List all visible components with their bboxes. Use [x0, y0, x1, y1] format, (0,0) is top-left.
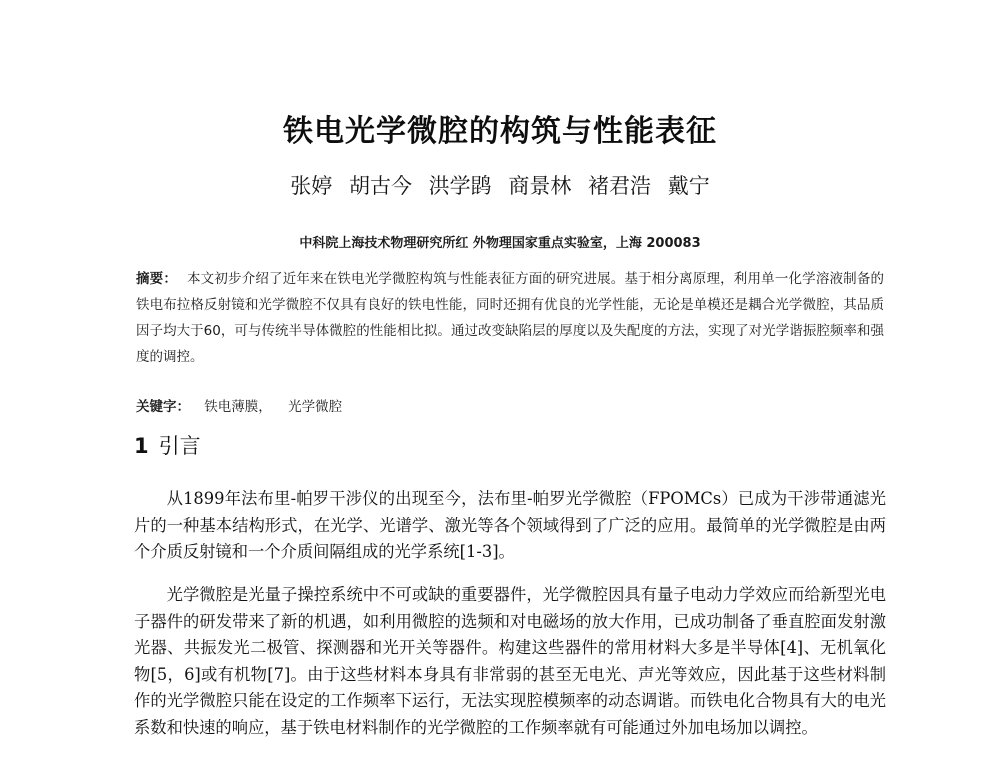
author-name: 洪学鹍: [428, 174, 492, 198]
keyword: 铁电薄膜，: [204, 399, 272, 415]
author-name: 张婷: [290, 174, 333, 198]
author-name: 胡古今: [348, 174, 412, 198]
abstract: [136, 266, 884, 370]
author-name: 褚君浩: [588, 174, 652, 198]
keywords-label: 关键字：: [136, 399, 190, 415]
author-list: [0, 170, 1000, 200]
author-name: 戴宁: [667, 174, 710, 198]
section-title: 引言: [158, 434, 201, 458]
abstract-text: 本文初步介绍了近年来在铁电光学微腔构筑与性能表征方面的研究进展。基于相分离原理，利用单一化学溶液制备的铁电布拉格反射镜和光学微腔不仅具有良好的铁电性能，同时还拥有优良的光学性能，无论是单模还是耦合光学微腔，其品质因子均大于60，可与传统半导体微腔的性能相比拟。通过改变缺陷层的厚度以及失配度的方法，实现了对光学谐振腔频率和强度的调控。: [136, 271, 885, 365]
affiliation: 中科院上海技术物理研究所红 外物理国家重点实验室，上海 200083: [299, 236, 701, 251]
section-number: 1: [134, 434, 149, 458]
paper-title: 铁电光学微腔的构筑与性能表征: [283, 114, 717, 149]
section-heading: [134, 430, 201, 460]
body-paragraph: 光学微腔是光量子操控系统中不可或缺的重要器件，光学微腔因具有量子电动力学效应而给新型光电子器件的研发带来了新的机遇，如利用微腔的选频和对电磁场的放大作用，已成功制备了垂直腔面发射激光器、共振发光二极管、探测器和光开关等器件。构建这些器件的常用材料大多是半导体[4]、无机氧化物[5，6]或有机物[7]。由于这些材料本身具有非常弱的甚至无电光、声光等效应，因此基于这些材料制作的光学微腔只能在设定的工作频率下运行，无法实现腔模频率的动态调谐。而铁电化合物具有大的电光系数和快速的响应，基于铁电材料制作的光学微腔的工作频率就有可能通过外加电场加以调控。: [134, 585, 886, 737]
abstract-label: 摘要：: [136, 271, 178, 287]
keywords: [136, 395, 884, 415]
body-paragraph: 从1899年法布里-帕罗干涉仪的出现至今，法布里-帕罗光学微腔（FPOMCs）已成为干涉带通滤光片的一种基本结构形式，在光学、光谱学、激光等各个领域得到了广泛的应用。最简单的光学微腔是由两个介质反射镜和一个介质间隔组成的光学系统[1-3]。: [134, 489, 886, 562]
keyword: 光学微腔: [288, 399, 343, 415]
author-name: 商景林: [508, 174, 572, 198]
